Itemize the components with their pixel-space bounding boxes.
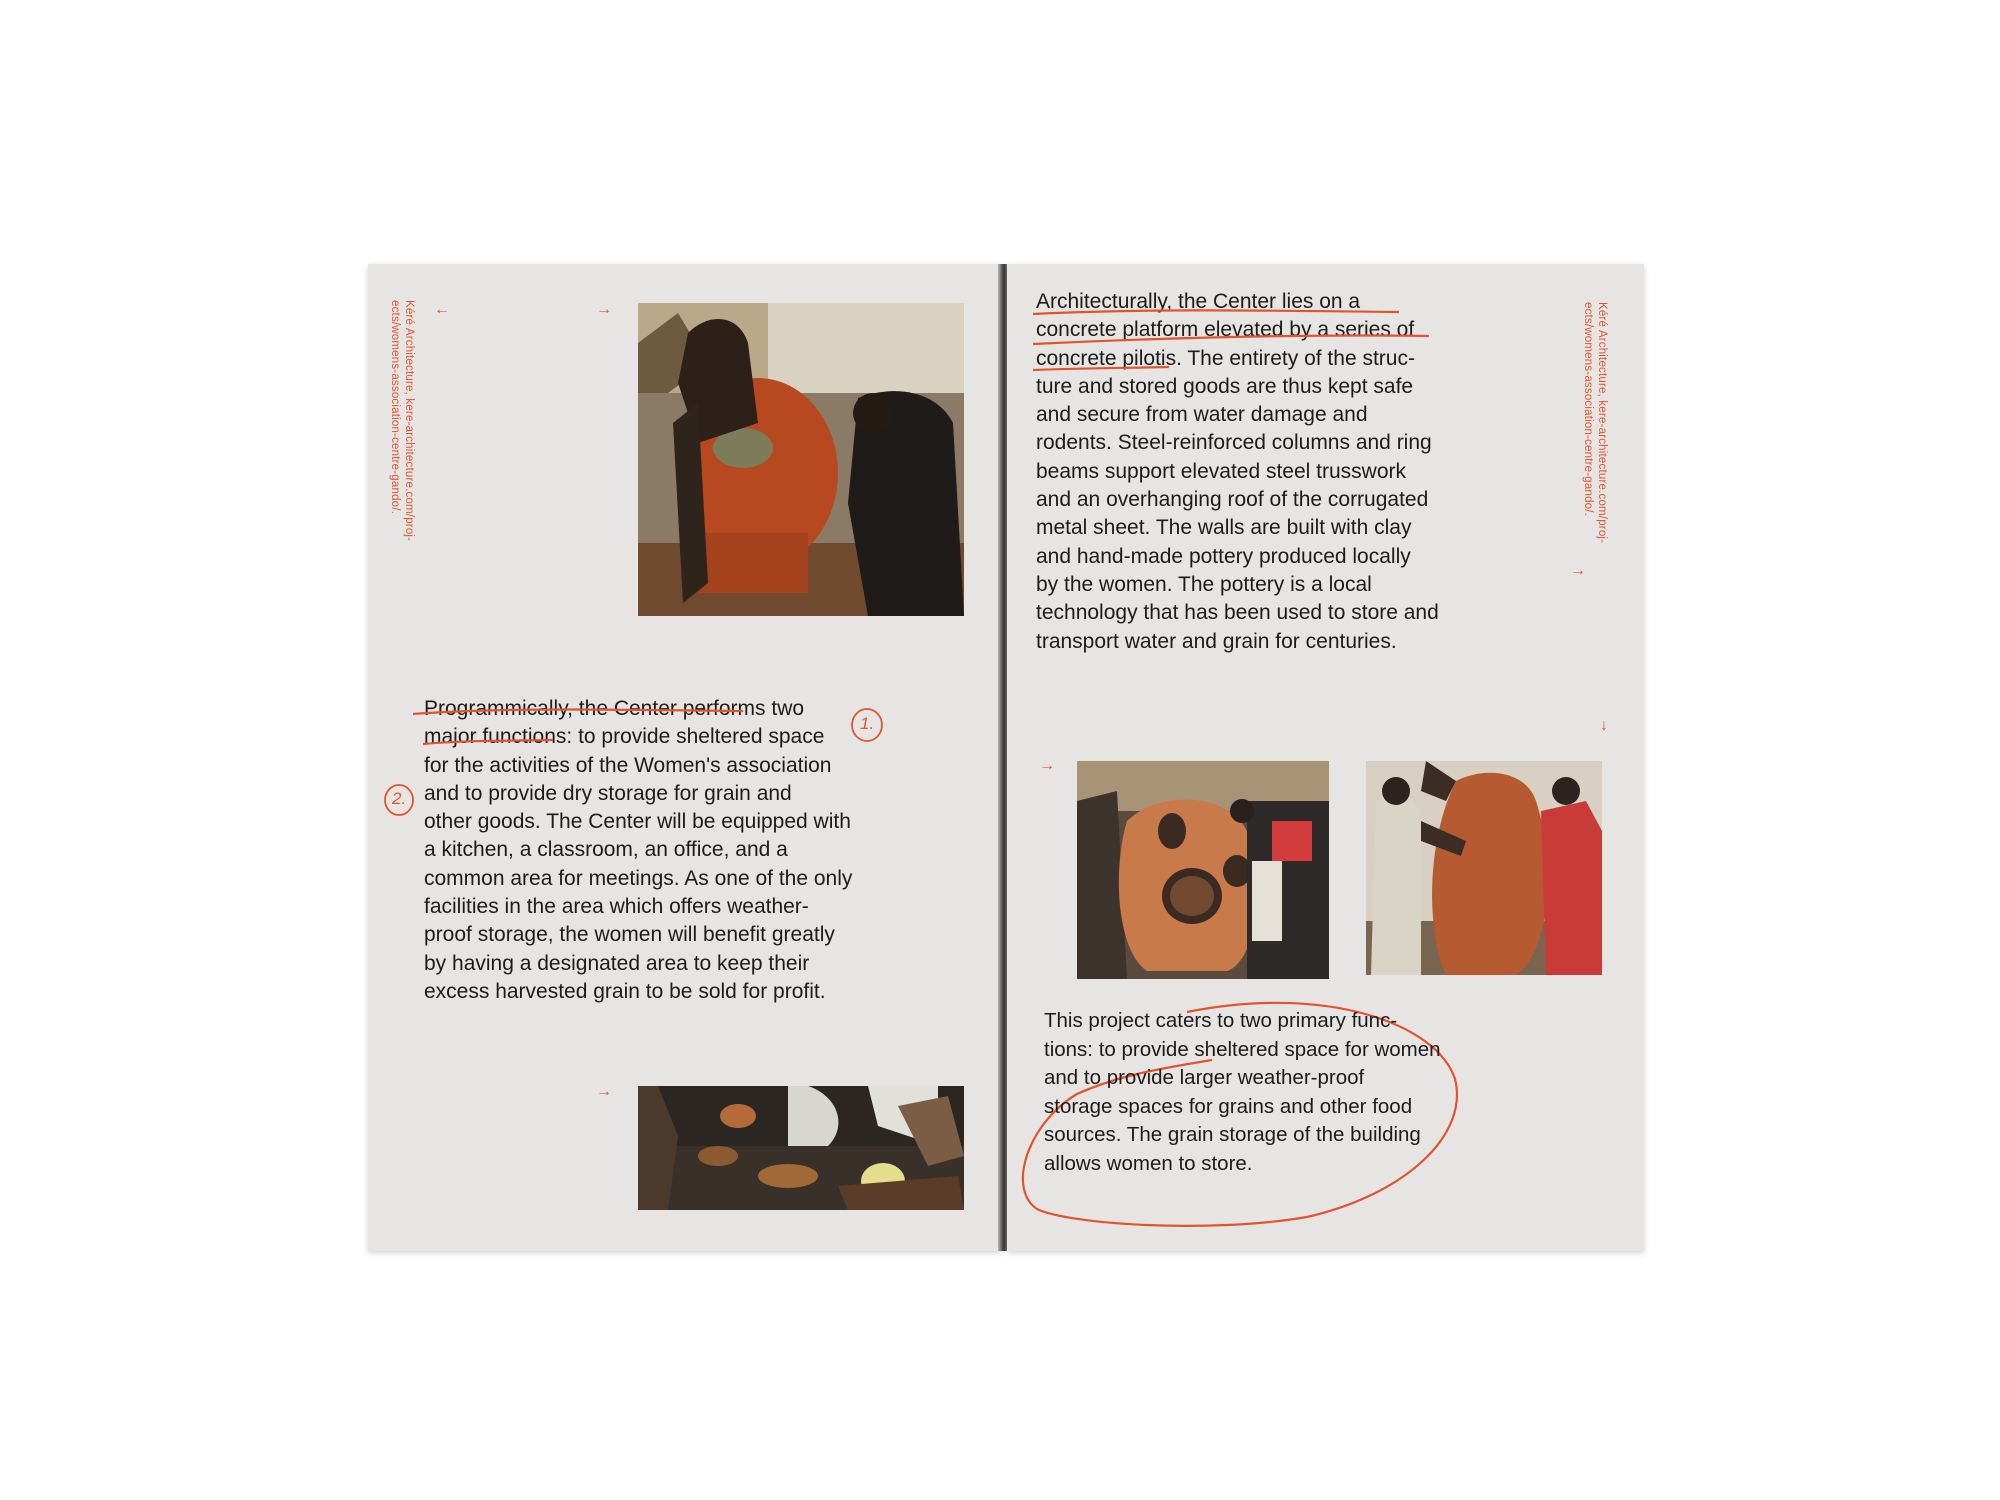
photo-granary-pot (1077, 761, 1329, 979)
right-bottom-paragraph: This project caters to two primary func- tions: to provide sheltered space for women and to provide larger weather-proof storage spaces for grains and other food sources. The grain storage of the building allows women to store. (1044, 1009, 1441, 1175)
annotation-number-1: 1. (860, 714, 875, 733)
left-page (368, 264, 1002, 1251)
photo-pottery-making (638, 303, 964, 616)
left-paragraph: Programmically, the Center performs two major functions: to provide sheltered space for the activities of the Women's association and to provide dry storage for grain and other goods. The Center will be equipped with a kitchen, a classroom, an office, and a common area for meetings. As one of the only facilities in the area which offers weather- proof storage, the women will benefit greatly by having a designated area to keep their excess harvested grain to be sold for profit. (424, 697, 853, 1003)
right-page (1007, 264, 1644, 1251)
left-arrow-icon: ← (434, 301, 450, 318)
right-top-paragraph: Architecturally, the Center lies on a concrete platform elevated by a series of concrete pilotis. The entirety of the struc- ture and stored goods are thus kept safe and secure from water damage and rodents. Steel-reinforced columns and ring beams support elevated steel trusswork and an overhanging roof of the corrugated metal sheet. The walls are built with clay and hand-made pottery produced locally by the women. The pottery is a local technology that has been used to store and transport water and grain for centuries. (1036, 290, 1439, 653)
photo-pottery-making-illustration (638, 303, 964, 616)
photo-granary-construction (1366, 761, 1602, 975)
booklet-spread (368, 264, 1644, 1251)
photo-women-working-illustration (638, 1086, 964, 1210)
photo-granary-pot-illustration (1077, 761, 1329, 979)
right-arrow-icon: → (596, 301, 612, 318)
right-arrow-icon: → (1570, 562, 1586, 579)
photo-women-working (638, 1086, 964, 1210)
annotation-number-2: 2. (392, 789, 407, 808)
right-arrow-icon: → (596, 1083, 612, 1100)
right-arrow-icon: → (1039, 757, 1055, 774)
right-side-note: Kéré Architecture, kere-architecture.com/proj- ects/womens-association-centre-gando/. (1582, 302, 1608, 544)
photo-granary-construction-illustration (1366, 761, 1602, 975)
left-side-note: Kéré Architecture, kere-architecture.com/proj- ects/womens-association-centre-gando/. (389, 300, 415, 542)
down-arrow-icon: ↓ (1600, 717, 1608, 734)
